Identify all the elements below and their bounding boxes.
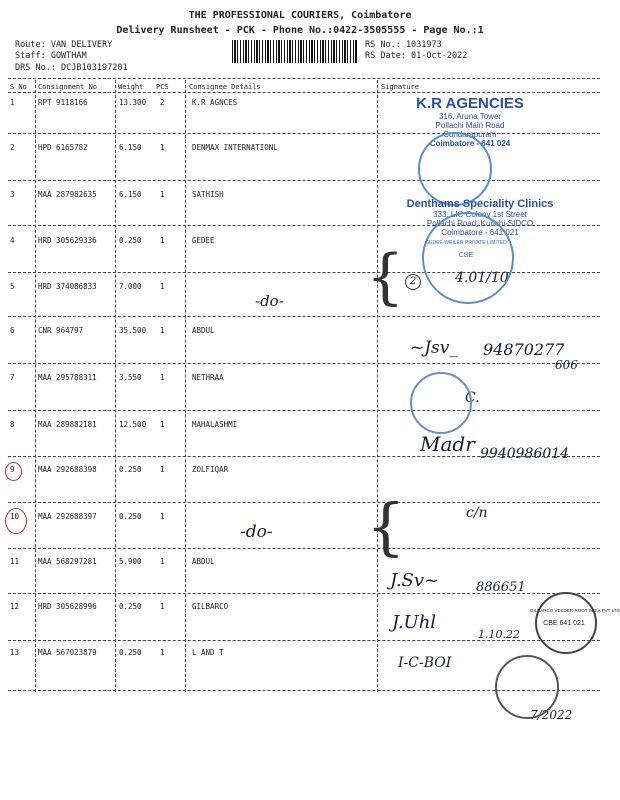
handwritten-signature: Madr [420, 432, 475, 456]
cell-consignee: SATHISH [192, 190, 224, 199]
rs-number: RS No.: 1031973 [365, 40, 442, 50]
cell-consignment: MAA 292688397 [38, 512, 97, 521]
cell-consignment: MAA 292688398 [38, 465, 97, 474]
cell-consignment: MAA 568297281 [38, 557, 97, 566]
row-divider [8, 502, 600, 503]
cell-consignment: CNR 964797 [38, 326, 84, 335]
handwritten-date: 7/2022 [530, 708, 573, 722]
cell-consignment: RPT 9118166 [38, 98, 88, 107]
stamp-line: Pollachi Road, Kurichi-SIDCO [426, 219, 534, 228]
cell-pcs: 2 [160, 98, 165, 107]
cell-weight: 7.000 [119, 282, 142, 291]
cell-pcs: 1 [160, 557, 165, 566]
stamp-line: Sundarapuram [443, 130, 497, 139]
stamp-line: Coimbatore - 641 024 [429, 139, 511, 148]
handwritten-signature: J.Sv~ [390, 570, 440, 591]
cell-pcs: 1 [160, 236, 165, 245]
cell-weight: 0.250 [119, 236, 142, 245]
cell-pcs: 1 [160, 190, 165, 199]
nethraa-seal [410, 372, 472, 434]
cell-sno: 6 [10, 326, 15, 335]
cell-sno: 4 [10, 236, 15, 245]
cell-pcs: 1 [160, 420, 165, 429]
cell-consignee: DENMAX INTERNATIONL [192, 143, 278, 152]
cell-consignee: ABDUL [192, 326, 215, 335]
stamp-title: K.R AGENCIES [416, 95, 524, 112]
cell-weight: 6.150 [119, 190, 142, 199]
cell-consignment: MAA 289882181 [38, 420, 97, 429]
gilbarco-seal-city: CBE 641 021 [543, 620, 585, 627]
cell-consignment: HRD 305628996 [38, 602, 97, 611]
stamp-line: 333, LIC Colony 1st Street [433, 210, 527, 219]
cell-weight: 0.250 [119, 512, 142, 521]
cell-sno: 5 [10, 282, 15, 291]
cell-weight: 3.550 [119, 373, 142, 382]
handwritten-mark: c/n [466, 505, 488, 521]
brace-mark: { [366, 490, 406, 563]
row-divider [8, 180, 600, 181]
col-header-consignment: Consignment No [38, 83, 98, 91]
staff-text: Staff: GOWTHAM [15, 51, 87, 61]
col-header-sno: S No [10, 83, 27, 91]
cell-consignee: NETHRAA [192, 373, 224, 382]
row-divider [8, 363, 600, 364]
cell-consignment: MAA 567023879 [38, 648, 97, 657]
cell-weight: 0.250 [119, 465, 142, 474]
col-header-consignee: Consignee Details [189, 83, 261, 91]
ditto-mark: -do- [255, 292, 284, 310]
cell-consignment: MAA 287982635 [38, 190, 97, 199]
cell-sno: 12 [10, 602, 20, 611]
table-header-rule [8, 92, 600, 93]
cell-weight: 35.500 [119, 326, 147, 335]
cell-pcs: 1 [160, 326, 165, 335]
cell-weight: 13.300 [119, 98, 147, 107]
brace-mark: { [366, 242, 405, 312]
handwritten-phone: 9940986014 [480, 446, 570, 462]
cell-pcs: 1 [160, 373, 165, 382]
cell-sno: 3 [10, 190, 15, 199]
cell-weight: 0.250 [119, 602, 142, 611]
cell-consignment: HRD 374086833 [38, 282, 97, 291]
row-divider [8, 316, 600, 317]
cell-consignee: GEDEE [192, 236, 215, 245]
cell-consignee: MAHALASHMI [192, 420, 238, 429]
rs-date: RS Date: 01-Oct-2022 [365, 51, 468, 61]
gedee-seal-city: CBE [458, 252, 474, 259]
cell-consignment: MAA 295788311 [38, 373, 97, 382]
stamp-line: 316, Aruna Tower [438, 112, 502, 121]
cell-pcs: 1 [160, 465, 165, 474]
stamp-title: Denthams Speciality Clinics [406, 198, 554, 210]
cell-weight: 12.500 [119, 420, 147, 429]
col-divider [35, 80, 36, 692]
drs-text: DRS No.: DCJB103197201 [15, 63, 128, 73]
cell-weight: 6.150 [119, 143, 142, 152]
cell-pcs: 1 [160, 602, 165, 611]
courier-seal [418, 132, 492, 206]
cell-consignee: L AND T [192, 648, 224, 657]
runsheet-title: Delivery Runsheet - PCK - Phone No.:0422-3505555 - Page No.:1 [116, 25, 484, 36]
cell-sno: 1 [10, 98, 15, 107]
cell-sno: 11 [10, 557, 20, 566]
handwritten-phone: 606 [555, 358, 578, 372]
cell-consignee: GILBARCO [192, 602, 229, 611]
handwritten-signature: J.Uhl [392, 612, 437, 633]
col-header-weight: Weight [118, 83, 144, 91]
red-circle-mark [5, 508, 27, 534]
cell-sno: 9 [10, 465, 15, 474]
handwritten-date: 1.10.22 [478, 628, 520, 641]
table-top-rule [8, 78, 600, 79]
cell-pcs: 1 [160, 143, 165, 152]
lt-seal [495, 655, 559, 719]
cell-sno: 13 [10, 648, 20, 657]
cell-sno: 8 [10, 420, 15, 429]
cell-sno: 10 [10, 512, 20, 521]
circled-number: 2 [405, 274, 421, 290]
company-title: THE PROFESSIONAL COURIERS, Coimbatore [188, 10, 412, 21]
cell-pcs: 1 [160, 282, 165, 291]
col-divider [377, 80, 378, 692]
cell-consignee: K.R AGNCES [192, 98, 238, 107]
gedee-seal-text: GEDEE-WEILER PRIVATE LIMITED [425, 240, 507, 246]
ditto-mark: -do- [240, 522, 273, 542]
col-divider [115, 80, 116, 692]
handwritten-phone: 94870277 [483, 340, 565, 359]
cell-consignment: HPD 6165782 [38, 143, 88, 152]
barcode [232, 40, 357, 63]
col-header-pcs: PCS [156, 83, 169, 91]
cell-consignment: HRD 305629336 [38, 236, 97, 245]
handwritten-date: 4.01/10 [455, 270, 509, 286]
handwritten-signature: ~Jsv_ [410, 338, 458, 358]
red-circle-mark [5, 462, 22, 481]
cell-weight: 5.900 [119, 557, 142, 566]
cell-pcs: 1 [160, 648, 165, 657]
cell-weight: 0.250 [119, 648, 142, 657]
route-text: Route: VAN DELIVERY [15, 40, 113, 50]
stamp-line: Coimbatore - 641 021 [441, 228, 519, 237]
handwritten-signature: I-C-BOI [398, 655, 452, 671]
stamp-line: Pollachi Main Road [435, 121, 505, 130]
cell-sno: 2 [10, 143, 15, 152]
cell-pcs: 1 [160, 512, 165, 521]
cell-consignee: ABDUL [192, 557, 215, 566]
row-divider [8, 410, 600, 411]
cell-sno: 7 [10, 373, 15, 382]
handwritten-signature: C. [465, 390, 480, 406]
col-header-signature: Signature [381, 83, 419, 91]
handwritten-phone: 886651 [476, 580, 526, 595]
cell-consignee: ZOLFIQAR [192, 465, 229, 474]
col-divider [185, 80, 186, 692]
gilbarco-seal-text: GILBARCO VEEDER-ROOT INDIA PVT LTD [530, 608, 620, 613]
row-divider [8, 548, 600, 549]
